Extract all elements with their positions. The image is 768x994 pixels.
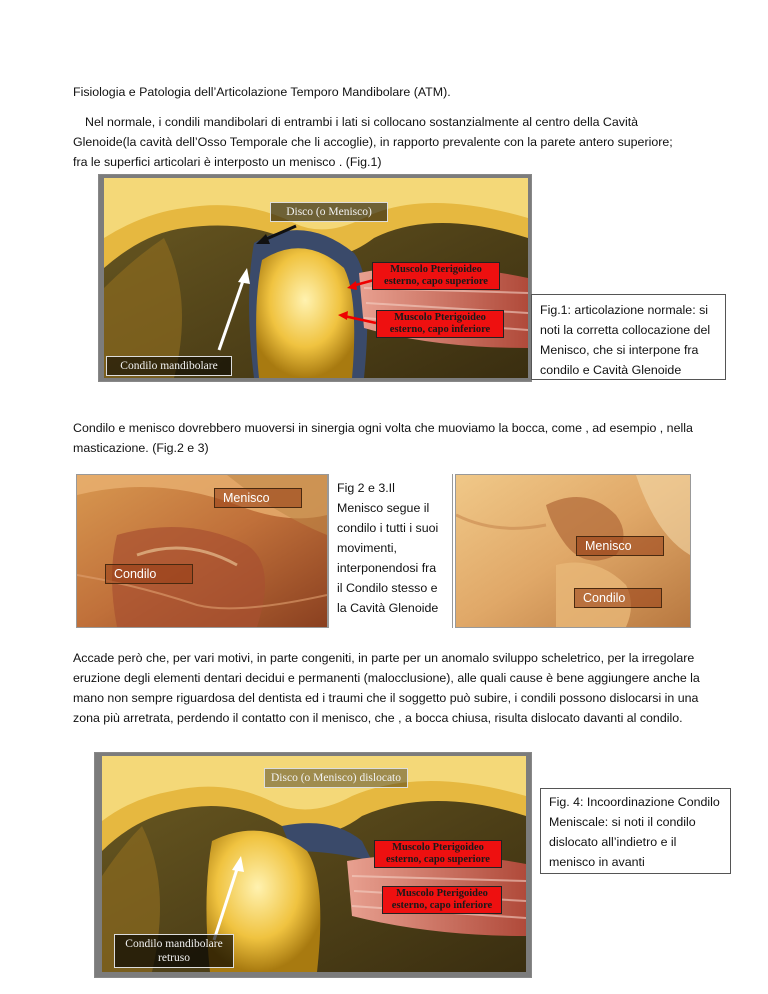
paragraph-dislocation: Accade però che, per vari motivi, in parte congeniti, in parte per un anomalo sviluppo scheletrico, per la irregolare eruzione degli elementi dentari decidui e permanenti (malocclusione), alle quali cause è bene aggiungere anche la mano non sempre riguardosa del dentista ed i traumi che il soggetto può subire, i condili possono dislocarsi in una zona più arretrata, perdendo il contatto con il menisco, che , a bocca chiusa, risulta dislocato davanti al condilo. [73, 651, 700, 725]
fig2-menisco-label: Menisco [214, 488, 302, 508]
fig3-condilo-label: Condilo [574, 588, 662, 608]
fig4-disc-label: Disco (o Menisco) dislocato [264, 768, 408, 788]
fig4-caption: Fig. 4: Incoordinazione Condilo Meniscale: si noti il condilo dislocato all’indietro e il menisco in avanti [540, 788, 731, 874]
fig1-condyle-label: Condilo mandibolare [106, 356, 232, 376]
fig23-caption: Fig 2 e 3.Il Menisco segue il condilo i tutti i suoi movimenti, interponendosi fra il Condilo stesso e la Cavità Glenoide [328, 474, 453, 628]
document-title: Fisiologia e Patologia dell’Articolazione Temporo Mandibolare (ATM). [73, 85, 451, 99]
fig4-muscle-inferior-label: Muscolo Pterigoideo esterno, capo inferiore [382, 886, 502, 914]
fig1-disc-label: Disco (o Menisco) [270, 202, 388, 222]
fig3-menisco-label: Menisco [576, 536, 664, 556]
fig1-muscle-inferior-label: Muscolo Pterigoideo esterno, capo inferiore [376, 310, 504, 338]
paragraph-synergy: Condilo e menisco dovrebbero muoversi in sinergia ogni volta che muoviamo la bocca, come , ad esempio , nella masticazione. (Fig.2 e 3) [73, 421, 693, 455]
fig2-condilo-label: Condilo [105, 564, 193, 584]
paragraph-intro: Nel normale, i condili mandibolari di entrambi i lati si collocano sostanzialmente al centro della Cavità Glenoide(la cavità dell’Osso Temporale che li accoglie), in rapporto prevalente con la parete antero superiore; fra le superfici articolari è interposto un menisco . (Fig.1) [73, 115, 673, 169]
fig1-caption: Fig.1: articolazione normale: si noti la corretta collocazione del Menisco, che si interpone fra condilo e Cavità Glenoide [531, 294, 726, 380]
fig1-muscle-superior-label: Muscolo Pterigoideo esterno, capo superiore [372, 262, 500, 290]
fig4-condyle-label: Condilo mandibolare retruso [114, 934, 234, 968]
fig4-muscle-superior-label: Muscolo Pterigoideo esterno, capo superiore [374, 840, 502, 868]
